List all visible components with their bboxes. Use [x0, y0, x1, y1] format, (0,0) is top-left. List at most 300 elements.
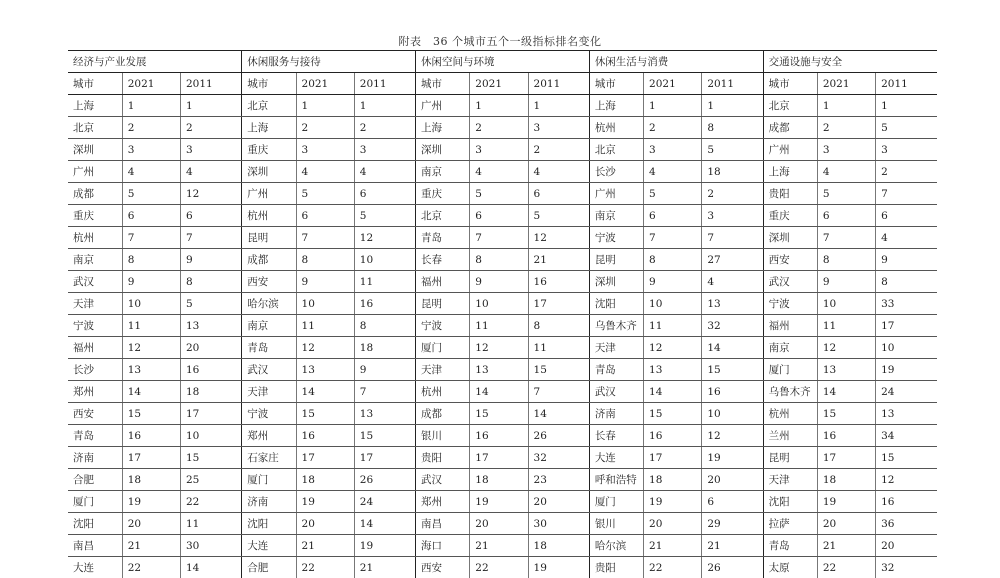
city-cell: 重庆	[416, 183, 470, 205]
city-cell: 呼和浩特	[589, 469, 643, 491]
rank-2021-cell: 12	[470, 337, 528, 359]
rank-2011-cell: 8	[876, 271, 937, 293]
rank-2021-cell: 11	[817, 315, 875, 337]
rank-2011-cell: 26	[528, 425, 589, 447]
rank-2021-cell: 1	[296, 95, 354, 117]
city-cell: 贵阳	[763, 183, 817, 205]
rank-2011-cell: 12	[181, 183, 242, 205]
rank-2021-cell: 20	[644, 513, 702, 535]
rank-2021-cell: 9	[470, 271, 528, 293]
rank-2011-cell: 3	[702, 205, 763, 227]
city-cell: 成都	[68, 183, 122, 205]
city-cell: 青岛	[68, 425, 122, 447]
column-header: 城市	[68, 73, 122, 95]
rank-2021-cell: 21	[644, 535, 702, 557]
rank-2021-cell: 14	[817, 381, 875, 403]
city-cell: 上海	[589, 95, 643, 117]
city-cell: 西安	[416, 557, 470, 578]
rank-2011-cell: 27	[702, 249, 763, 271]
rank-2011-cell: 1	[528, 95, 589, 117]
rank-2011-cell: 4	[702, 271, 763, 293]
rank-2011-cell: 1	[181, 95, 242, 117]
city-cell: 厦门	[68, 491, 122, 513]
rank-2011-cell: 26	[702, 557, 763, 578]
rank-2021-cell: 17	[644, 447, 702, 469]
rank-2011-cell: 5	[181, 293, 242, 315]
rank-2011-cell: 11	[528, 337, 589, 359]
city-cell: 济南	[242, 491, 296, 513]
rank-2021-cell: 22	[817, 557, 875, 578]
rank-2011-cell: 1	[702, 95, 763, 117]
table-row	[68, 271, 937, 293]
rank-2011-cell: 2	[181, 117, 242, 139]
rank-2011-cell: 6	[876, 205, 937, 227]
rank-2011-cell: 15	[528, 359, 589, 381]
rank-2021-cell: 4	[470, 161, 528, 183]
rank-2011-cell: 16	[702, 381, 763, 403]
table-row	[68, 535, 937, 557]
city-cell: 南京	[68, 249, 122, 271]
rank-2011-cell: 2	[702, 183, 763, 205]
rank-2011-cell: 20	[702, 469, 763, 491]
city-cell: 合肥	[68, 469, 122, 491]
rank-2011-cell: 18	[181, 381, 242, 403]
rank-2011-cell: 30	[181, 535, 242, 557]
city-cell: 南昌	[416, 513, 470, 535]
rank-2011-cell: 32	[702, 315, 763, 337]
rank-2021-cell: 7	[470, 227, 528, 249]
section-title: 休闲生活与消费	[589, 51, 763, 73]
rank-2011-cell: 7	[702, 227, 763, 249]
city-cell: 宁波	[242, 403, 296, 425]
rank-2021-cell: 13	[644, 359, 702, 381]
city-cell: 天津	[763, 469, 817, 491]
city-cell: 昆明	[242, 227, 296, 249]
rank-2011-cell: 1	[876, 95, 937, 117]
rank-2011-cell: 4	[181, 161, 242, 183]
city-cell: 大连	[68, 557, 122, 578]
city-cell: 上海	[242, 117, 296, 139]
rank-2021-cell: 17	[296, 447, 354, 469]
table-row	[68, 183, 937, 205]
rank-2021-cell: 14	[122, 381, 180, 403]
city-cell: 昆明	[763, 447, 817, 469]
table-row	[68, 117, 937, 139]
city-cell: 重庆	[763, 205, 817, 227]
rank-2021-cell: 6	[296, 205, 354, 227]
city-cell: 长春	[589, 425, 643, 447]
city-cell: 广州	[589, 183, 643, 205]
rank-2021-cell: 19	[644, 491, 702, 513]
city-cell: 杭州	[242, 205, 296, 227]
rank-2011-cell: 19	[528, 557, 589, 578]
rank-2011-cell: 9	[181, 249, 242, 271]
rank-2011-cell: 5	[528, 205, 589, 227]
rank-2021-cell: 2	[644, 117, 702, 139]
rank-2011-cell: 10	[702, 403, 763, 425]
city-cell: 天津	[589, 337, 643, 359]
city-cell: 厦门	[589, 491, 643, 513]
city-cell: 哈尔滨	[242, 293, 296, 315]
city-cell: 武汉	[763, 271, 817, 293]
rank-2021-cell: 18	[470, 469, 528, 491]
table-row	[68, 447, 937, 469]
rank-2021-cell: 16	[296, 425, 354, 447]
rank-2021-cell: 8	[817, 249, 875, 271]
rank-2011-cell: 3	[876, 139, 937, 161]
city-cell: 青岛	[763, 535, 817, 557]
rank-2021-cell: 15	[644, 403, 702, 425]
rank-2021-cell: 6	[817, 205, 875, 227]
rank-2011-cell: 24	[876, 381, 937, 403]
city-cell: 沈阳	[763, 491, 817, 513]
rank-2021-cell: 7	[644, 227, 702, 249]
city-cell: 福州	[416, 271, 470, 293]
table-row	[68, 249, 937, 271]
column-header: 城市	[242, 73, 296, 95]
city-cell: 深圳	[416, 139, 470, 161]
city-cell: 西安	[242, 271, 296, 293]
rank-2011-cell: 5	[702, 139, 763, 161]
rank-2021-cell: 19	[817, 491, 875, 513]
column-header: 2021	[122, 73, 180, 95]
rank-2011-cell: 16	[528, 271, 589, 293]
rank-2011-cell: 13	[876, 403, 937, 425]
rank-2021-cell: 5	[644, 183, 702, 205]
city-cell: 成都	[416, 403, 470, 425]
column-header: 2011	[876, 73, 937, 95]
column-header: 2011	[528, 73, 589, 95]
rank-2011-cell: 29	[702, 513, 763, 535]
rank-2021-cell: 10	[296, 293, 354, 315]
rank-2021-cell: 20	[122, 513, 180, 535]
rank-2021-cell: 15	[470, 403, 528, 425]
city-cell: 沈阳	[242, 513, 296, 535]
table-caption: 附表 36 个城市五个一级指标排名变化	[0, 33, 1000, 49]
city-cell: 郑州	[68, 381, 122, 403]
city-cell: 武汉	[242, 359, 296, 381]
rank-2011-cell: 18	[702, 161, 763, 183]
city-cell: 银川	[416, 425, 470, 447]
rank-2021-cell: 21	[296, 535, 354, 557]
section-title: 经济与产业发展	[68, 51, 242, 73]
city-cell: 福州	[763, 315, 817, 337]
column-header: 2021	[644, 73, 702, 95]
city-cell: 北京	[68, 117, 122, 139]
city-cell: 太原	[763, 557, 817, 578]
rank-2011-cell: 10	[354, 249, 415, 271]
section-header-row	[68, 51, 937, 73]
rank-2011-cell: 33	[876, 293, 937, 315]
city-cell: 南京	[242, 315, 296, 337]
rank-2021-cell: 8	[122, 249, 180, 271]
rank-2011-cell: 16	[876, 491, 937, 513]
rank-2021-cell: 9	[296, 271, 354, 293]
rank-2021-cell: 21	[122, 535, 180, 557]
rank-2011-cell: 4	[354, 161, 415, 183]
table-row	[68, 491, 937, 513]
rank-2021-cell: 11	[122, 315, 180, 337]
rank-2011-cell: 6	[181, 205, 242, 227]
rank-2021-cell: 1	[644, 95, 702, 117]
city-cell: 银川	[589, 513, 643, 535]
city-cell: 福州	[68, 337, 122, 359]
rank-2021-cell: 3	[644, 139, 702, 161]
city-cell: 合肥	[242, 557, 296, 578]
rank-2011-cell: 4	[528, 161, 589, 183]
column-header: 2021	[296, 73, 354, 95]
rank-2021-cell: 17	[470, 447, 528, 469]
rank-2011-cell: 24	[354, 491, 415, 513]
rank-2021-cell: 8	[296, 249, 354, 271]
city-cell: 宁波	[763, 293, 817, 315]
rank-2021-cell: 18	[644, 469, 702, 491]
city-cell: 北京	[416, 205, 470, 227]
rank-2021-cell: 15	[296, 403, 354, 425]
rank-2021-cell: 16	[470, 425, 528, 447]
rank-2011-cell: 2	[528, 139, 589, 161]
city-cell: 大连	[242, 535, 296, 557]
city-cell: 大连	[589, 447, 643, 469]
rank-2011-cell: 36	[876, 513, 937, 535]
table-row	[68, 293, 937, 315]
rank-2011-cell: 7	[181, 227, 242, 249]
rank-2021-cell: 12	[122, 337, 180, 359]
rank-2011-cell: 18	[354, 337, 415, 359]
column-header: 城市	[589, 73, 643, 95]
rank-2021-cell: 20	[296, 513, 354, 535]
rank-2021-cell: 5	[817, 183, 875, 205]
table-row	[68, 95, 937, 117]
city-cell: 石家庄	[242, 447, 296, 469]
rank-2021-cell: 13	[817, 359, 875, 381]
rank-2011-cell: 16	[354, 293, 415, 315]
city-cell: 天津	[68, 293, 122, 315]
rank-2011-cell: 11	[354, 271, 415, 293]
rank-2021-cell: 2	[470, 117, 528, 139]
rank-2021-cell: 1	[817, 95, 875, 117]
table-row	[68, 337, 937, 359]
table-row	[68, 315, 937, 337]
column-header-row	[68, 73, 937, 95]
city-cell: 济南	[589, 403, 643, 425]
city-cell: 昆明	[416, 293, 470, 315]
city-cell: 厦门	[763, 359, 817, 381]
rank-2021-cell: 12	[817, 337, 875, 359]
rank-2011-cell: 30	[528, 513, 589, 535]
rank-2021-cell: 11	[470, 315, 528, 337]
rank-2021-cell: 11	[296, 315, 354, 337]
rank-2021-cell: 10	[817, 293, 875, 315]
rank-2011-cell: 1	[354, 95, 415, 117]
rank-2011-cell: 12	[702, 425, 763, 447]
rank-2011-cell: 10	[876, 337, 937, 359]
city-cell: 南京	[416, 161, 470, 183]
rank-2021-cell: 1	[470, 95, 528, 117]
rank-2021-cell: 18	[122, 469, 180, 491]
table-row	[68, 359, 937, 381]
city-cell: 杭州	[68, 227, 122, 249]
city-cell: 武汉	[589, 381, 643, 403]
rank-2011-cell: 17	[528, 293, 589, 315]
rank-2011-cell: 8	[354, 315, 415, 337]
rank-2021-cell: 7	[296, 227, 354, 249]
city-cell: 贵阳	[589, 557, 643, 578]
rank-2021-cell: 5	[296, 183, 354, 205]
city-cell: 南昌	[68, 535, 122, 557]
city-cell: 深圳	[68, 139, 122, 161]
city-cell: 沈阳	[589, 293, 643, 315]
rank-2021-cell: 18	[296, 469, 354, 491]
rank-2011-cell: 22	[181, 491, 242, 513]
rank-2011-cell: 4	[876, 227, 937, 249]
rank-2021-cell: 20	[470, 513, 528, 535]
rank-2021-cell: 19	[296, 491, 354, 513]
rank-2021-cell: 4	[817, 161, 875, 183]
rank-2021-cell: 22	[644, 557, 702, 578]
rank-2021-cell: 22	[470, 557, 528, 578]
city-cell: 杭州	[763, 403, 817, 425]
rank-2011-cell: 2	[354, 117, 415, 139]
table-row	[68, 513, 937, 535]
city-cell: 西安	[763, 249, 817, 271]
city-cell: 宁波	[416, 315, 470, 337]
rank-2011-cell: 10	[181, 425, 242, 447]
city-cell: 广州	[416, 95, 470, 117]
rank-2021-cell: 10	[644, 293, 702, 315]
rank-2011-cell: 15	[702, 359, 763, 381]
rank-2021-cell: 2	[122, 117, 180, 139]
table-row	[68, 425, 937, 447]
city-cell: 南京	[763, 337, 817, 359]
rank-2021-cell: 9	[122, 271, 180, 293]
city-cell: 西安	[68, 403, 122, 425]
rank-2011-cell: 14	[702, 337, 763, 359]
city-cell: 拉萨	[763, 513, 817, 535]
rank-2021-cell: 10	[470, 293, 528, 315]
rank-2021-cell: 4	[644, 161, 702, 183]
rank-2021-cell: 14	[644, 381, 702, 403]
rank-2011-cell: 19	[354, 535, 415, 557]
rank-2021-cell: 3	[817, 139, 875, 161]
rank-2021-cell: 4	[122, 161, 180, 183]
city-cell: 青岛	[589, 359, 643, 381]
city-cell: 昆明	[589, 249, 643, 271]
city-cell: 厦门	[416, 337, 470, 359]
rank-2021-cell: 16	[122, 425, 180, 447]
city-cell: 武汉	[68, 271, 122, 293]
rank-2021-cell: 5	[470, 183, 528, 205]
rank-2021-cell: 8	[470, 249, 528, 271]
table-row	[68, 403, 937, 425]
city-cell: 长沙	[589, 161, 643, 183]
city-cell: 沈阳	[68, 513, 122, 535]
rank-2011-cell: 13	[702, 293, 763, 315]
rank-2011-cell: 7	[876, 183, 937, 205]
city-cell: 青岛	[242, 337, 296, 359]
rank-2021-cell: 19	[122, 491, 180, 513]
city-cell: 杭州	[589, 117, 643, 139]
city-cell: 深圳	[763, 227, 817, 249]
section-title: 休闲服务与接待	[242, 51, 416, 73]
rank-2011-cell: 12	[876, 469, 937, 491]
rank-2021-cell: 11	[644, 315, 702, 337]
rank-2021-cell: 16	[817, 425, 875, 447]
city-cell: 上海	[68, 95, 122, 117]
rank-2011-cell: 21	[528, 249, 589, 271]
rank-2021-cell: 2	[296, 117, 354, 139]
rank-2011-cell: 3	[181, 139, 242, 161]
rank-2021-cell: 12	[296, 337, 354, 359]
city-cell: 天津	[416, 359, 470, 381]
rank-2021-cell: 6	[470, 205, 528, 227]
city-cell: 宁波	[589, 227, 643, 249]
rank-2011-cell: 18	[528, 535, 589, 557]
city-cell: 宁波	[68, 315, 122, 337]
rank-2021-cell: 9	[817, 271, 875, 293]
rank-2021-cell: 19	[470, 491, 528, 513]
rank-2011-cell: 15	[354, 425, 415, 447]
rank-2011-cell: 34	[876, 425, 937, 447]
column-header: 2021	[470, 73, 528, 95]
table-row	[68, 205, 937, 227]
rank-2011-cell: 6	[702, 491, 763, 513]
rank-2011-cell: 20	[876, 535, 937, 557]
section-title: 交通设施与安全	[763, 51, 937, 73]
section-title: 休闲空间与环境	[416, 51, 590, 73]
rank-2021-cell: 7	[122, 227, 180, 249]
rank-2011-cell: 14	[528, 403, 589, 425]
city-cell: 厦门	[242, 469, 296, 491]
city-cell: 广州	[242, 183, 296, 205]
rank-2021-cell: 3	[296, 139, 354, 161]
rank-2011-cell: 5	[354, 205, 415, 227]
rank-2021-cell: 18	[817, 469, 875, 491]
city-cell: 上海	[763, 161, 817, 183]
rank-2011-cell: 8	[702, 117, 763, 139]
rank-2021-cell: 9	[644, 271, 702, 293]
city-cell: 兰州	[763, 425, 817, 447]
rank-2011-cell: 14	[354, 513, 415, 535]
ranking-table	[68, 50, 937, 578]
city-cell: 北京	[589, 139, 643, 161]
table-row	[68, 557, 937, 578]
city-cell: 武汉	[416, 469, 470, 491]
column-header: 城市	[763, 73, 817, 95]
table-row	[68, 469, 937, 491]
rank-2011-cell: 19	[876, 359, 937, 381]
rank-2011-cell: 13	[354, 403, 415, 425]
rank-2021-cell: 6	[122, 205, 180, 227]
city-cell: 深圳	[242, 161, 296, 183]
rank-2021-cell: 3	[122, 139, 180, 161]
rank-2021-cell: 8	[644, 249, 702, 271]
rank-2021-cell: 13	[122, 359, 180, 381]
city-cell: 乌鲁木齐	[589, 315, 643, 337]
rank-2011-cell: 17	[181, 403, 242, 425]
city-cell: 青岛	[416, 227, 470, 249]
rank-2021-cell: 10	[122, 293, 180, 315]
city-cell: 郑州	[242, 425, 296, 447]
rank-2021-cell: 3	[470, 139, 528, 161]
rank-2011-cell: 8	[528, 315, 589, 337]
rank-2011-cell: 23	[528, 469, 589, 491]
rank-2011-cell: 17	[876, 315, 937, 337]
rank-2021-cell: 12	[644, 337, 702, 359]
rank-2011-cell: 6	[354, 183, 415, 205]
city-cell: 乌鲁木齐	[763, 381, 817, 403]
rank-2011-cell: 21	[354, 557, 415, 578]
